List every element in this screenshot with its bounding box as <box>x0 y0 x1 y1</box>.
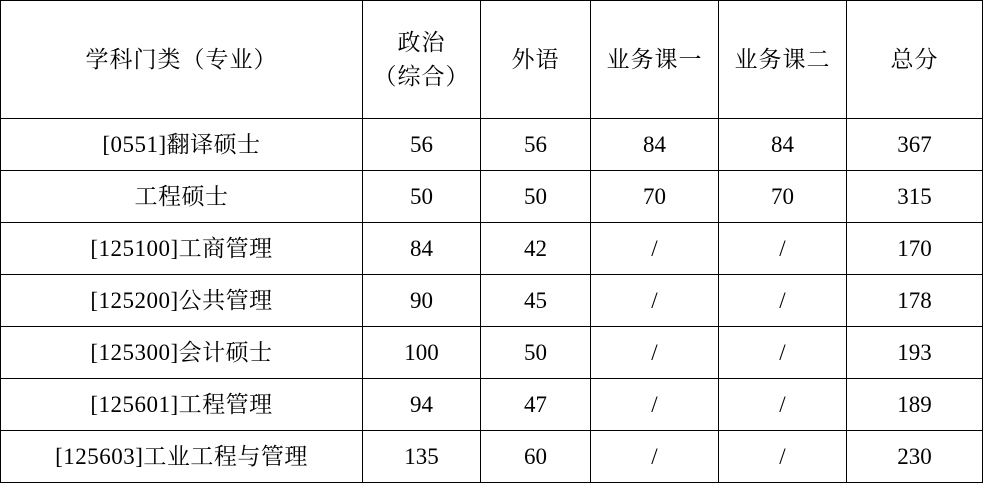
cell-course-one: / <box>591 327 719 379</box>
cell-course-two: / <box>719 223 847 275</box>
column-header-foreign-language: 外语 <box>481 1 591 119</box>
table-row <box>1 379 983 431</box>
cell-politics: 90 <box>363 275 481 327</box>
cell-total: 315 <box>847 171 983 223</box>
cell-course-one: / <box>591 431 719 483</box>
table-row <box>1 431 983 483</box>
column-header-politics-line2: （综合） <box>373 63 470 89</box>
cell-course-one: 84 <box>591 119 719 171</box>
cell-course-one: / <box>591 275 719 327</box>
cell-subject: [125300]会计硕士 <box>1 327 363 379</box>
cell-subject: [0551]翻译硕士 <box>1 119 363 171</box>
cell-subject: [125601]工程管理 <box>1 379 363 431</box>
cell-subject: [125200]公共管理 <box>1 275 363 327</box>
cell-foreign: 45 <box>481 275 591 327</box>
column-header-total: 总分 <box>847 1 983 119</box>
cell-course-one: / <box>591 379 719 431</box>
cell-foreign: 50 <box>481 171 591 223</box>
cell-foreign: 60 <box>481 431 591 483</box>
table-header <box>1 1 983 119</box>
table-row <box>1 275 983 327</box>
cell-subject: 工程硕士 <box>1 171 363 223</box>
cell-total: 189 <box>847 379 983 431</box>
cell-course-two: / <box>719 431 847 483</box>
column-header-politics-line1: 政治 <box>397 30 446 56</box>
column-header-course-one: 业务课一 <box>591 1 719 119</box>
table-row <box>1 171 983 223</box>
cell-course-one: / <box>591 223 719 275</box>
cell-foreign: 47 <box>481 379 591 431</box>
cell-course-two: / <box>719 379 847 431</box>
cell-total: 170 <box>847 223 983 275</box>
cell-politics: 94 <box>363 379 481 431</box>
cell-foreign: 42 <box>481 223 591 275</box>
column-header-politics <box>363 1 481 119</box>
cell-course-two: / <box>719 327 847 379</box>
table-row <box>1 119 983 171</box>
cell-foreign: 50 <box>481 327 591 379</box>
cell-course-two: 84 <box>719 119 847 171</box>
cell-total: 230 <box>847 431 983 483</box>
cell-subject: [125100]工商管理 <box>1 223 363 275</box>
cell-politics: 135 <box>363 431 481 483</box>
cell-course-two: / <box>719 275 847 327</box>
cell-politics: 50 <box>363 171 481 223</box>
cell-politics: 100 <box>363 327 481 379</box>
cell-politics: 56 <box>363 119 481 171</box>
cell-course-two: 70 <box>719 171 847 223</box>
column-header-course-two: 业务课二 <box>719 1 847 119</box>
cell-total: 367 <box>847 119 983 171</box>
cell-total: 193 <box>847 327 983 379</box>
cell-foreign: 56 <box>481 119 591 171</box>
table-header-row <box>1 1 983 119</box>
column-header-subject: 学科门类（专业） <box>1 1 363 119</box>
table-body <box>1 119 983 483</box>
cell-subject: [125603]工业工程与管理 <box>1 431 363 483</box>
table-row <box>1 223 983 275</box>
table-row <box>1 327 983 379</box>
cell-politics: 84 <box>363 223 481 275</box>
cell-total: 178 <box>847 275 983 327</box>
cell-course-one: 70 <box>591 171 719 223</box>
